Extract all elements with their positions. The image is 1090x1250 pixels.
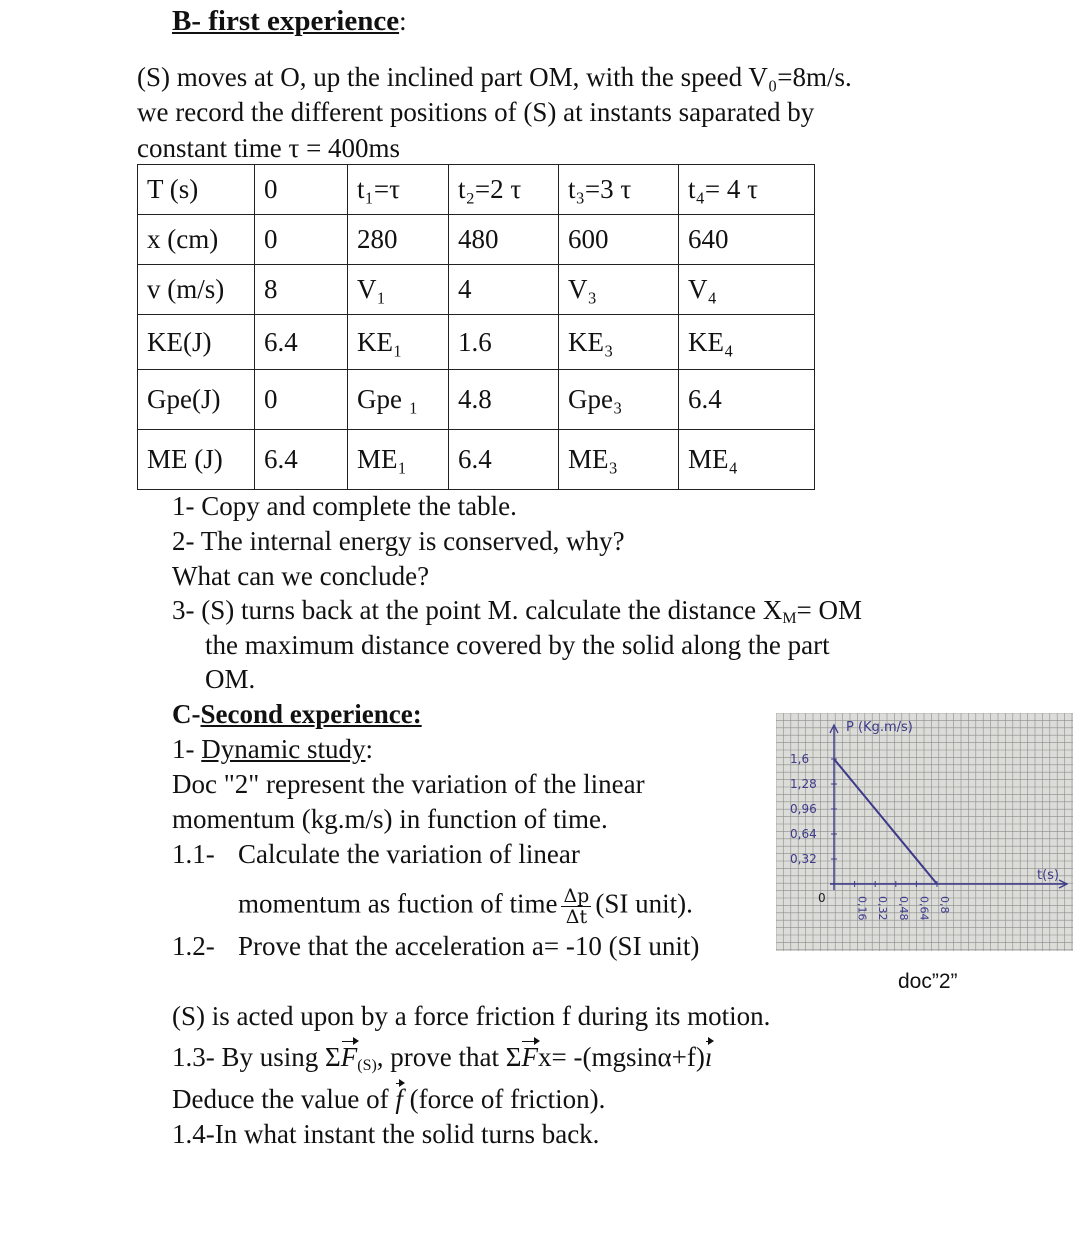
- q1-1-momentum-text: momentum as fuction of time: [238, 888, 558, 919]
- table-cell: 0: [255, 165, 348, 215]
- x-tick-label: 0,48: [896, 896, 910, 921]
- q1-2-number: 1.2-: [172, 931, 215, 961]
- dynamic-study-title: Dynamic study: [201, 734, 366, 764]
- table-cell: 8: [255, 265, 348, 315]
- energy-table: [137, 164, 815, 490]
- table-row-header: v (m/s): [138, 265, 255, 315]
- question-3-line-2: the maximum distance covered by the solid along the part: [205, 630, 830, 660]
- q1-2-text: Prove that the acceleration a= -10 (SI unit): [238, 931, 700, 961]
- table-row-header: T (s): [138, 165, 255, 215]
- q1-3-deduce: [172, 1082, 605, 1116]
- table-row-header: KE(J): [138, 315, 255, 370]
- q1-3-prove: , prove that Σ: [376, 1042, 522, 1072]
- question-3-text: 3- (S) turns back at the point M. calculate the distance X: [172, 595, 783, 625]
- table-row-header: Gpe(J): [138, 370, 255, 430]
- frac-numerator: Δp: [563, 885, 590, 907]
- deduce-text: Deduce the value of: [172, 1084, 396, 1114]
- table-cell: V₄: [679, 265, 815, 315]
- question-3-line-3: OM.: [205, 664, 256, 694]
- table-cell: t₄= 4 τ: [679, 165, 815, 215]
- deduce-end: (force of friction).: [402, 1084, 606, 1114]
- y-tick-label: 1,28: [790, 777, 817, 791]
- question-3-end: = OM: [796, 595, 863, 625]
- dynamic-study-heading: [172, 732, 373, 766]
- friction-vector: f: [395, 1084, 403, 1114]
- doc2-graph: [776, 713, 1073, 951]
- table-row: [138, 165, 815, 215]
- section-c-prefix: C-: [172, 699, 201, 729]
- section-c-title: Second experience:: [200, 699, 422, 729]
- table-cell: 480: [449, 215, 559, 265]
- table-cell: ME₃: [559, 430, 679, 490]
- table-row: [138, 215, 815, 265]
- table-cell: 6.4: [255, 315, 348, 370]
- table-cell: t₂=2 τ: [449, 165, 559, 215]
- doc2-caption: doc”2”: [898, 970, 958, 993]
- question-1: 1- Copy and complete the table.: [172, 491, 517, 521]
- q1-4: 1.4-In what instant the solid turns back.: [172, 1119, 600, 1149]
- section-c-heading: [172, 697, 422, 731]
- delta-p-over-delta-t: [561, 886, 591, 927]
- table-row: [138, 265, 815, 315]
- section-b-heading: [172, 4, 407, 38]
- table-cell: 1.6: [449, 315, 559, 370]
- table-cell: V₃: [559, 265, 679, 315]
- x-tick-label: 0,16: [855, 896, 869, 921]
- section-b-title-colon: :: [399, 6, 407, 36]
- doc2-description-2: momentum (kg.m/s) in function of time.: [172, 804, 608, 834]
- unit-vector-i: ı: [704, 1042, 713, 1072]
- y-tick-label: 0,32: [790, 852, 817, 866]
- table-cell: KE₄: [679, 315, 815, 370]
- table-cell: V₁: [348, 265, 449, 315]
- table-cell: KE₃: [559, 315, 679, 370]
- table-cell: 6.4: [449, 430, 559, 490]
- table-row: [138, 370, 815, 430]
- y-axis-label: P (Kg.m/s): [846, 720, 913, 735]
- friction-intro: (S) is acted upon by a force friction f during its motion.: [172, 1001, 771, 1031]
- q1-3: [172, 1040, 712, 1083]
- table-row-header: x (cm): [138, 215, 255, 265]
- table-cell: Gpe₃: [559, 370, 679, 430]
- q1-3-sigma: 1.3- By using Σ: [172, 1042, 341, 1072]
- table-cell: KE₁: [348, 315, 449, 370]
- question-2-follow: What can we conclude?: [172, 561, 430, 591]
- y-tick-label: 0,96: [790, 802, 817, 816]
- x-tick-label: 0,8: [938, 896, 951, 914]
- intro-line-3: constant time τ = 400ms: [137, 133, 401, 163]
- x-axis-label: t(s): [1037, 868, 1060, 883]
- table-cell: Gpe ₁: [348, 370, 449, 430]
- table-cell: 280: [348, 215, 449, 265]
- table-row: [138, 430, 815, 490]
- force-vector-x: F: [521, 1042, 538, 1072]
- doc2-description-1: Doc "2" represent the variation of the linear: [172, 769, 645, 799]
- origin-label: 0: [818, 891, 826, 905]
- table-cell: ME₁: [348, 430, 449, 490]
- question-2: 2- The internal energy is conserved, why?: [172, 526, 625, 556]
- table-cell: t₁=τ: [348, 165, 449, 215]
- intro-line-2: we record the different positions of (S) at instants saparated by: [137, 97, 815, 127]
- dynamic-study-prefix: 1-: [172, 734, 202, 764]
- q1-1-text-2: [238, 886, 693, 927]
- table-cell: ME₄: [679, 430, 815, 490]
- dynamic-study-colon: :: [365, 734, 373, 764]
- q1-3-expression: x= -(mgsinα+f): [537, 1042, 705, 1072]
- table-row: [138, 315, 815, 370]
- force-vector: F: [340, 1042, 358, 1072]
- table-cell: 600: [559, 215, 679, 265]
- table-cell: 0: [255, 370, 348, 430]
- table-cell: 0: [255, 215, 348, 265]
- x-tick-label: 0,64: [917, 896, 931, 921]
- y-tick-label: 1,6: [790, 752, 810, 766]
- y-tick-label: 0,64: [790, 827, 817, 841]
- q1-1-number: 1.1-: [172, 839, 215, 869]
- table-cell: 6.4: [679, 370, 815, 430]
- x-tick-label: 0,32: [876, 896, 890, 921]
- frac-denominator: Δt: [565, 906, 588, 928]
- q1-1-text: Calculate the variation of linear: [238, 839, 580, 869]
- question-3-subscript: M: [782, 610, 797, 627]
- table-row-header: ME (J): [138, 430, 255, 490]
- intro-line-1: (S) moves at O, up the inclined part OM, with the speed V₀=8m/s.: [137, 62, 852, 92]
- q1-1-unit: (SI unit).: [595, 888, 693, 919]
- table-cell: 4.8: [449, 370, 559, 430]
- table-cell: 640: [679, 215, 815, 265]
- table-cell: t₃=3 τ: [559, 165, 679, 215]
- force-subscript: (S): [357, 1057, 377, 1074]
- table-cell: 6.4: [255, 430, 348, 490]
- energy-table-body: [138, 165, 815, 490]
- section-b-title: B- first experience: [172, 5, 400, 37]
- table-cell: 4: [449, 265, 559, 315]
